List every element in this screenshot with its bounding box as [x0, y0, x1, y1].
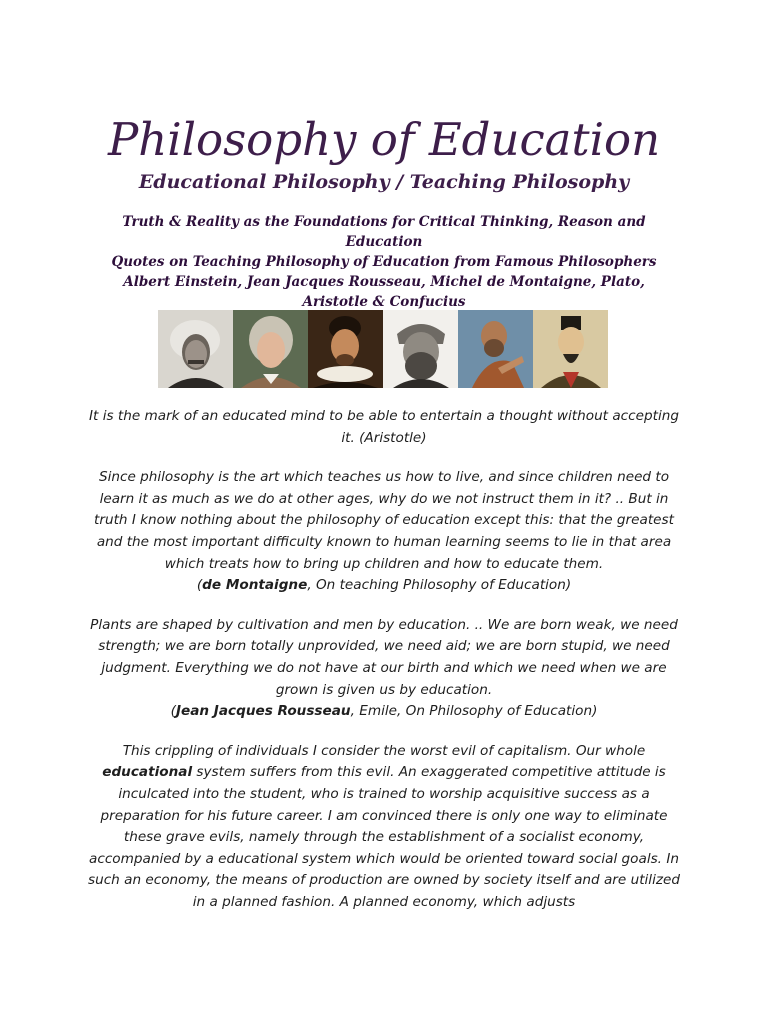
- quote-montaigne-cite-open: (: [196, 577, 203, 594]
- portrait-confucius-icon: [533, 310, 608, 388]
- intro-line-1: Truth & Reality as the Foundations for Critical Thinking, Reason and Education: [122, 214, 646, 250]
- quotes-section: [84, 406, 684, 931]
- intro-line-3: Albert Einstein, Jean Jacques Rousseau, Michel de Montaigne, Plato, Aristotle & Confucius: [123, 274, 645, 310]
- quote-einstein: [84, 741, 684, 914]
- page-subtitle: Educational Philosophy / Teaching Philosophy: [138, 171, 630, 193]
- quote-aristotle: It is the mark of an educated mind to be able to entertain a thought without accepting it. (Aristotle): [89, 408, 679, 446]
- quote-rousseau-cite-open: (: [170, 703, 176, 720]
- portrait-plato-icon: [383, 310, 458, 388]
- quote-einstein-before: This crippling of individuals I consider the worst evil of capitalism. Our whole: [122, 742, 646, 759]
- quote-einstein-bold: educational: [102, 764, 193, 781]
- quote-montaigne-text: Since philosophy is the art which teaches us how to live, and since children need to learn it as much as we do at other ages, why do we not instruct them in it? .. But in truth I know nothing about the philosophy of education except this: that the greatest and the most important difficulty known to human learning seems to lie in that area which treats how to bring up children and how to educate them.: [94, 469, 674, 572]
- quote-montaigne-cite-rest: , On teaching Philosophy of Education): [307, 577, 572, 594]
- quote-rousseau-cite-rest: , Emile, On Philosophy of Education): [350, 703, 598, 720]
- quote-einstein-after: system suffers from this evil. An exaggerated competitive attitude is inculcated into the student, who is trained to worship acquisitive success as a preparation for his future career. I am convinced there is only one way to eliminate these grave evils, namely through the establishment of a socialist economy, accompanied by a educational system which would be oriented toward social goals. In such an economy, the means of production are owned by society itself and are utilized in a planned fashion. A planned economy, which adjusts: [88, 764, 680, 910]
- portrait-aristotle-icon: [458, 310, 533, 388]
- quote-rousseau-text: Plants are shaped by cultivation and men by education. .. We are born weak, we need strength; we are born totally unprovided, we need aid; we are born stupid, we need judgment. Everything we do not have at our birth and which we need when we are grown is given us by education.: [90, 616, 678, 698]
- quote-montaigne: [84, 467, 684, 597]
- portrait-rousseau-icon: [233, 310, 308, 388]
- portrait-montaigne-icon: [308, 310, 383, 388]
- quote-rousseau-author: Jean Jacques Rousseau: [175, 703, 351, 720]
- portrait-einstein-icon: [158, 310, 233, 388]
- intro-line-2: Quotes on Teaching Philosophy of Education from Famous Philosophers: [111, 254, 657, 270]
- quote-rousseau: [84, 615, 684, 723]
- page-title: Philosophy of Education: [107, 113, 661, 166]
- quote-montaigne-author: de Montaigne: [202, 577, 308, 594]
- intro-block: [90, 212, 678, 312]
- philosopher-portraits: [158, 310, 610, 388]
